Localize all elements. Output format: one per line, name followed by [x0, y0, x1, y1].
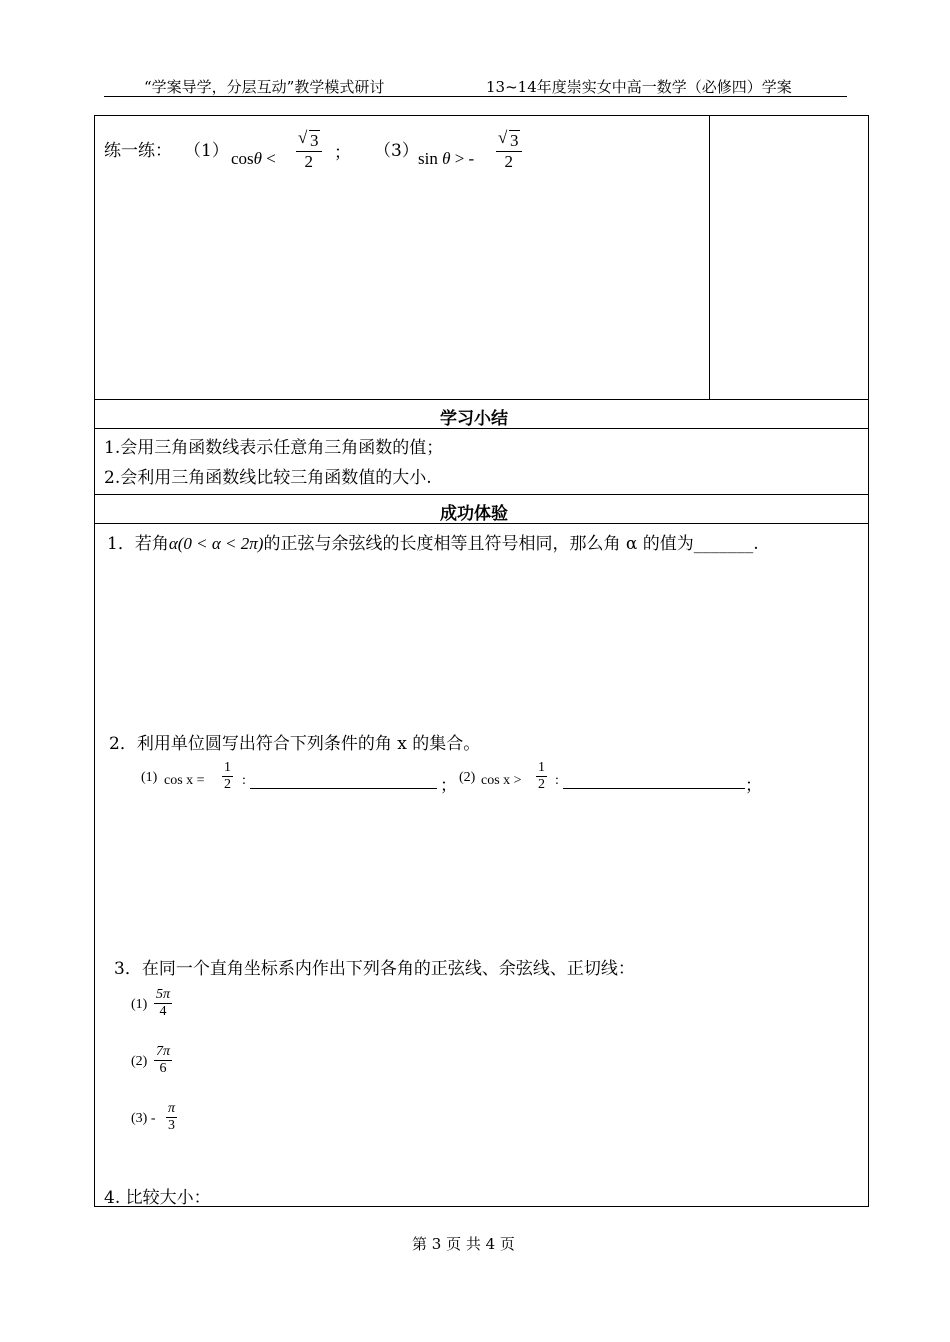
summary-title: 学习小结	[440, 409, 508, 429]
q2-semicolon: ；	[440, 776, 457, 796]
practice-item1-fraction: √ $\frac{3}{2}$	[296, 130, 322, 172]
q2-b-expr: cos x >	[481, 773, 522, 788]
q3-a-fraction: $\frac{5\pi}{4}$	[156, 987, 171, 1019]
q3-c-fraction: $\frac{\pi}{3}$	[168, 1101, 176, 1133]
question-4: 4. 比较大小：	[104, 1188, 211, 1208]
q3-c-number: (3) -	[131, 1111, 156, 1126]
row-divider	[94, 399, 869, 400]
summary-line-2: 2.会利用三角函数线比较三角函数值的大小.	[104, 468, 432, 488]
q2-a-fraction: $\frac{1}{2}$	[224, 760, 231, 792]
practice-item1-number: （1）	[184, 141, 229, 161]
q2-a-answer-blank[interactable]	[250, 788, 437, 789]
q2-b-answer-blank[interactable]	[563, 788, 745, 789]
q2-b-fraction: $\frac{1}{2}$	[538, 760, 545, 792]
summary-line-1: 1.会用三角函数线表示任意角三角函数的值；	[104, 438, 444, 458]
q2-b-semicolon: ；	[745, 776, 762, 796]
worksheet-table	[94, 115, 869, 1207]
q2-a-number: (1)	[141, 770, 158, 785]
q3-b-fraction: $\frac{7\pi}{6}$	[156, 1044, 171, 1076]
row-divider	[94, 494, 869, 495]
header-left: “学案导学，分层互动”教学模式研讨	[144, 78, 385, 96]
question-1: 1．若角α(0 < α < 2π)的正弦与余弦线的长度相等且符号相同，那么角 α 的值为_______.	[107, 534, 759, 554]
question-3: 3．在同一个直角坐标系内作出下列各角的正弦线、余弦线、正切线：	[114, 959, 635, 979]
question-2: 2．利用单位圆写出符合下列条件的角 x 的集合。	[109, 734, 481, 754]
q3-a-number: (1)	[131, 997, 148, 1012]
q3-b-number: (2)	[131, 1054, 148, 1069]
page-footer: 第 3 页 共 4 页	[412, 1235, 515, 1253]
q2-b-number: (2)	[459, 770, 476, 785]
practice-separator: ；	[334, 143, 351, 163]
success-title: 成功体验	[440, 504, 508, 524]
notes-column-divider	[709, 115, 710, 399]
practice-label: 练一练：	[104, 141, 172, 161]
q2-a-expr: cos x =	[164, 773, 205, 788]
practice-item1-expr: cosθ <	[231, 149, 276, 168]
practice-item3-number: （3）	[374, 141, 419, 161]
practice-item3-expr: sin θ > -	[418, 149, 475, 168]
q2-b-colon: :	[555, 773, 559, 788]
practice-item3-fraction: √ $\frac{3}{2}$	[496, 130, 522, 172]
header-rule	[104, 96, 847, 97]
header-right: 13~14年度崇实女中高一数学（必修四）学案	[486, 78, 792, 96]
q2-a-colon: :	[242, 773, 246, 788]
